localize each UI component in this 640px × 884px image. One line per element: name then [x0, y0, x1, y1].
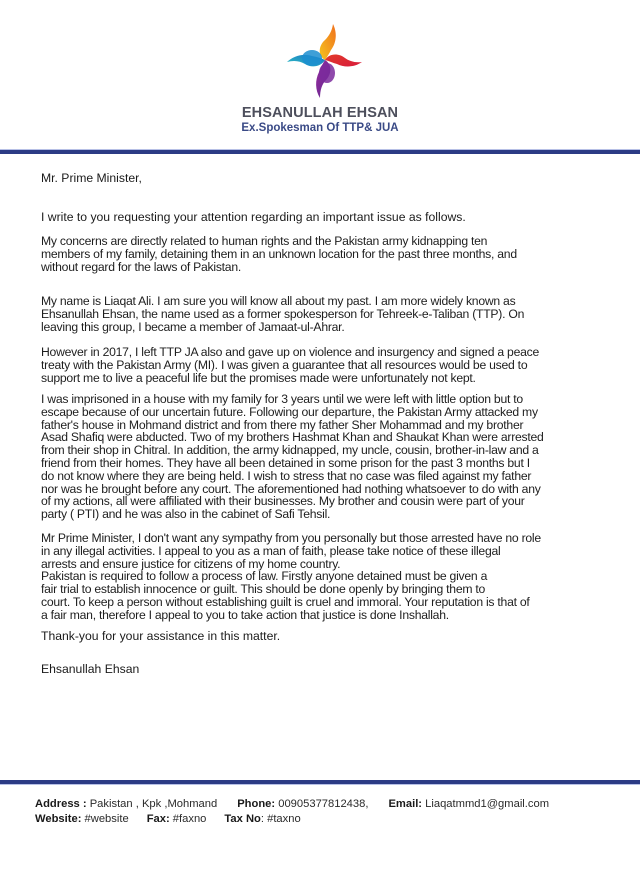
- tax-label: Tax No: [224, 813, 261, 825]
- footer-fax: [147, 812, 207, 827]
- signature: Ehsanullah Ehsan: [41, 662, 140, 676]
- brand-name: EHSANULLAH EHSAN: [241, 105, 399, 121]
- closing-line: Thank-you for your assistance in this matter.: [41, 629, 281, 643]
- footer-website: [35, 812, 129, 827]
- text-line: Mr Prime Minister, I don't want any sympathy from you personally but those arrested have no role: [41, 531, 541, 545]
- website-label: Website:: [35, 813, 82, 825]
- phone-value: 00905377812438,: [275, 798, 369, 810]
- pinwheel-logo-icon: [285, 22, 365, 100]
- email-label: Email:: [388, 798, 423, 810]
- text-line: I was imprisoned in a house with my family for 3 years until we were left with little option but to: [41, 392, 523, 406]
- fax-value: #faxno: [169, 813, 207, 825]
- address-value: Pakistan , Kpk ,Mohmand: [86, 798, 218, 810]
- text-line: leaving this group, I became a member of Jamaat-ul-Ahrar.: [41, 319, 345, 334]
- footer-tax: [224, 812, 300, 827]
- text-line: friend from their homes. They have all been detained in some prison for the past 3 months but I: [41, 455, 530, 470]
- footer-row-1: [35, 797, 615, 812]
- paragraph-imprisonment: [41, 393, 626, 521]
- paragraph-identity: [41, 295, 626, 333]
- footer-divider: [0, 780, 640, 785]
- salutation: Mr. Prime Minister,: [41, 171, 142, 185]
- text-line: court. To keep a person without establishing guilt is cruel and immoral. Your reputation is that of: [41, 594, 530, 609]
- letterhead: [0, 0, 640, 150]
- text-line: Pakistan is required to follow a process of law. Firstly anyone detained must be given a: [41, 569, 488, 584]
- tax-value: : #taxno: [260, 813, 301, 825]
- footer-row-2: [35, 812, 615, 827]
- paragraph-treaty: [41, 346, 626, 384]
- phone-label: Phone:: [237, 798, 276, 810]
- website-value[interactable]: #website: [81, 813, 129, 825]
- paragraph-concerns: [41, 235, 626, 273]
- email-value[interactable]: Liaqatmmd1@gmail.com: [422, 798, 550, 810]
- text-line: father's house in Mohmand district and from there my father Sher Mohammad and my brother: [41, 417, 524, 432]
- text-line: without regard for the laws of Pakistan.: [41, 259, 242, 274]
- text-line: treaty with the Pakistan Army (MI). I was given a guarantee that all resources would be used to: [41, 357, 528, 372]
- text-line: Asad Shafiq were abducted. Two of my brothers Hashmat Khan and Shaukat Khan were arrested: [41, 430, 544, 445]
- brand-subtitle: Ex.Spokesman Of TTP& JUA: [241, 122, 399, 134]
- header-divider: [0, 149, 640, 154]
- footer-phone: [237, 797, 368, 812]
- text-line: nor was he brought before any court. The aforementioned had nothing whatsoever to do with any: [41, 481, 541, 496]
- address-label: Address :: [35, 798, 87, 810]
- text-line: arrests and ensure justice for citizens of my home country.: [41, 556, 341, 571]
- text-line: My name is Liaqat Ali. I am sure you will know all about my past. I am more widely known as: [41, 294, 516, 308]
- text-line: Ehsanullah Ehsan, the name used as a former spokesperson for Tehreek-e-Taliban (TTP). On: [41, 306, 525, 321]
- footer-email: [388, 797, 549, 812]
- text-line: a fair man, therefore I appeal to you to take action that justice is done Inshallah.: [41, 607, 449, 622]
- fax-label: Fax:: [146, 813, 170, 825]
- text-line: do not know where they are being held. I wish to stress that no case was filed against my father: [41, 468, 532, 483]
- contact-footer: [35, 797, 615, 827]
- text-line: members of my family, detaining them in an unknown location for the past three months, and: [41, 246, 517, 261]
- paragraph-intro: I write to you requesting your attention regarding an important issue as follows.: [41, 210, 466, 224]
- text-line: support me to live a peaceful life but the promises made were unfortunately not kept.: [41, 370, 476, 385]
- paragraph-appeal: [41, 532, 626, 622]
- text-line: in any illegal activities. I appeal to you as a man of faith, please take notice of these illegal: [41, 543, 501, 558]
- text-line: escape because of our uncertain future. Following our departure, the Pakistan Army attacked my: [41, 404, 538, 419]
- text-line: party ( PTI) and he was also in the cabinet of Safi Tehsil.: [41, 507, 331, 522]
- footer-address: [35, 797, 217, 812]
- text-line: from their shop in Chitral. In addition, the army kidnapped, my uncle, cousin, brother-in-law and a: [41, 443, 539, 458]
- text-line: fair trial to establish innocence or guilt. This should be done openly by bringing them to: [41, 582, 486, 597]
- text-line: My concerns are directly related to human rights and the Pakistan army kidnapping ten: [41, 234, 488, 248]
- text-line: of my actions, all were affiliated with their businesses. My brother and cousin were part of your: [41, 494, 525, 509]
- text-line: However in 2017, I left TTP JA also and gave up on violence and insurgency and signed a peace: [41, 345, 539, 359]
